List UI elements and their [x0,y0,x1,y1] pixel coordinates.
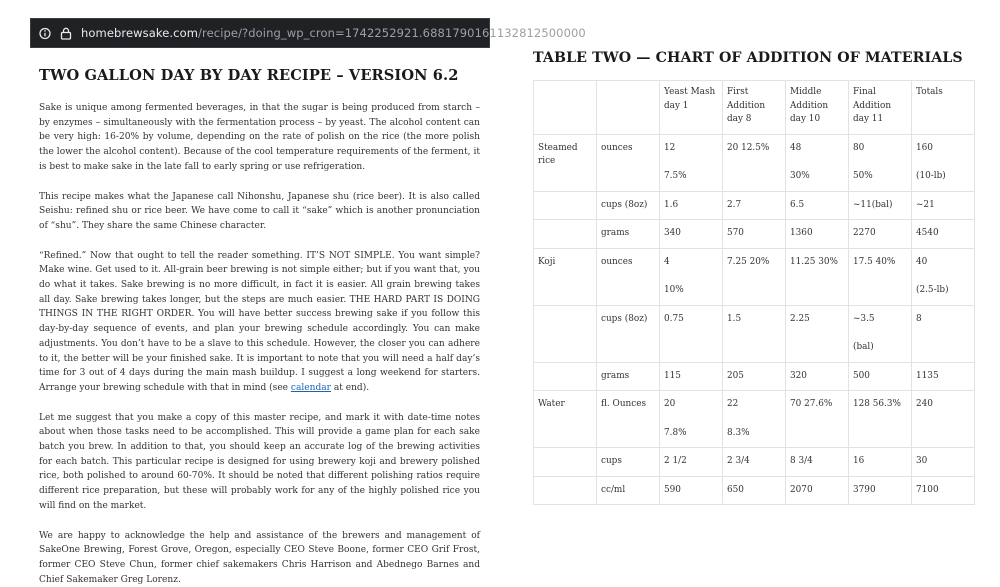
cell-value: 1.5 [727,313,742,324]
table-body [534,134,975,505]
value-cell [660,305,723,362]
column-header: Yeast Mash day 1 [660,81,723,135]
materials-table [533,80,975,505]
cell-value: 500 [853,370,870,381]
unit-cell: cups [597,448,660,477]
cell-value: 320 [790,370,807,381]
cell-value: 6.5 [790,199,805,210]
cell-value: 570 [727,228,744,238]
cell-value: 160 [916,142,933,153]
value-cell [849,362,912,391]
cell-value: ~3.5 [853,313,875,324]
table-row [534,248,975,305]
column-header [534,81,597,135]
cell-value: 11.25 30% [790,256,838,267]
table-header-row [534,81,975,135]
value-cell [849,391,912,448]
value-cell [849,448,912,477]
cell-value: ~21 [916,199,935,210]
value-cell [660,362,723,391]
cell-value: 12 [664,142,676,153]
cell-value: 128 56.3% [853,399,901,409]
value-cell [786,134,849,191]
cell-value: (10-lb) [916,171,946,181]
value-cell [723,448,786,477]
value-cell [912,248,975,305]
value-cell [912,220,975,249]
value-cell [660,191,723,220]
material-cell [534,362,597,391]
value-cell [723,362,786,391]
unit-cell: grams [597,220,660,249]
value-cell [912,362,975,391]
cell-value: 3790 [853,484,876,495]
value-cell [849,305,912,362]
paragraph-nihonshu: This recipe makes what the Japanese call Nihonshu, Japanese shu (rice beer). It is also called Seishu: refined shu or rice beer. We have come to call it “sake” which is another pronunciation of “shu”. They share the same Chinese character. [39,191,480,231]
cell-value: 7.25 20% [727,256,770,267]
value-cell [660,476,723,505]
site-info-icon[interactable] [39,27,51,40]
cell-value: 2.25 [790,313,810,324]
table-row [534,391,975,448]
material-cell [534,476,597,505]
cell-value: 22 [727,399,739,409]
value-cell [786,362,849,391]
cell-value: 8.3% [727,427,750,438]
paragraph-refined [39,249,480,396]
cell-value: 10% [664,285,684,295]
cell-value: 115 [664,370,681,381]
cell-value: ~11(bal) [853,199,893,210]
cell-value: 2 1/2 [664,456,687,466]
value-cell [849,476,912,505]
value-cell [723,476,786,505]
cell-value: 590 [664,484,681,495]
table-title: TABLE TWO — CHART OF ADDITION OF MATERIALS [533,50,963,66]
cell-value: 70 27.6% [790,399,833,409]
value-cell [786,448,849,477]
value-cell [786,305,849,362]
table-row [534,305,975,362]
cell-value: 20 [664,399,676,409]
value-cell [786,248,849,305]
value-cell [849,134,912,191]
value-cell [723,134,786,191]
url-host: homebrewsake.com [81,26,199,40]
cell-value: 1.6 [664,199,679,210]
cell-value: 30 [916,456,928,466]
material-cell [534,448,597,477]
cell-value: 4 [664,256,670,267]
cell-value: 40 [916,256,928,267]
cell-value: 240 [916,399,933,409]
cell-value: 205 [727,370,744,381]
column-header [597,81,660,135]
value-cell [660,448,723,477]
url-text[interactable] [81,26,586,40]
lock-icon [60,27,72,40]
value-cell [723,220,786,249]
value-cell [849,191,912,220]
cell-value: 80 [853,142,865,153]
value-cell [723,305,786,362]
value-cell [849,220,912,249]
cell-value: 2 3/4 [727,456,750,466]
url-path: /recipe/?doing_wp_cron=1742252921.6881790161132812500000 [198,26,586,40]
unit-cell: ounces [597,134,660,191]
cell-value: 0.75 [664,313,684,324]
value-cell [660,134,723,191]
unit-cell: ounces [597,248,660,305]
table-row [534,448,975,477]
table-pane [533,50,975,559]
article-body [39,101,480,587]
unit-cell: fl. Ounces [597,391,660,448]
value-cell [723,248,786,305]
cell-value: 7.8% [664,427,687,438]
cell-value: 340 [664,228,681,238]
address-bar[interactable] [30,18,586,48]
cell-value: (bal) [853,342,874,352]
column-header: Middle Addition day 10 [786,81,849,135]
cell-value: 2.7 [727,199,742,210]
value-cell [912,191,975,220]
cell-value: (2.5-lb) [916,285,949,295]
cell-value: 650 [727,484,744,495]
unit-cell: cups (8oz) [597,191,660,220]
paragraph-acknowledgement: We are happy to acknowledge the help and assistance of the brewers and management of SakeOne Brewing, Forest Grove, Oregon, especially CEO Steve Boone, former CEO Grif Frost, former CEO Steve Chun, former chief sakemakers Chris Harrison and Abednego Barnes and Chief Sakemaker Greg Lorenz. [39,530,480,585]
calendar-link[interactable]: calendar [290,382,331,393]
value-cell [912,134,975,191]
value-cell [912,391,975,448]
paragraph-master-recipe: Let me suggest that you make a copy of this master recipe, and mark it with date-time notes about when those tasks need to be accomplished. This will provide a game plan for each sake batch you brew. In addition to that, you should keep an accurate log of the brewing activities for each batch. This particular recipe is designed for using brewery koji and brewery polished rice, both polished to around 60-70%. It should be noted that different polishing ratios require different rice preparation, but these will probably work for any of the highly polished rice you will find on the market. [39,412,480,511]
material-cell [534,191,597,220]
cell-value: 8 3/4 [790,456,813,466]
table-row [534,476,975,505]
paragraph-text: “Refined.” Now that ought to tell the reader something. IT’S NOT SIMPLE. You want simple? Make wine. Get used to it. All-grain beer brewing is not simple either; but if you want that, you do what it takes. Sake brewing is no more difficult, in fact it is easier. All grain brewing takes all day. Sake brewing takes longer, but the steps are much easier. THE HARD PART IS DOING THINGS IN THE RIGHT ORDER. You will have better success brewing sake if you follow this day-by-day sequence of events, and plan your brewing schedule accordingly. You can make adjustments. You don’t have to be a slave to this schedule. However, the closer you can adhere to it, the better will be your finished sake. It is important to note that you will need a half day’s time for 3 out of 4 days during the main mash buildup. I suggest a long weekend for starters. Arrange your brewing schedule with that in mind (see [39,250,480,393]
value-cell [786,476,849,505]
value-cell [660,220,723,249]
column-header: Final Addition day 11 [849,81,912,135]
unit-cell: cups (8oz) [597,305,660,362]
cell-value: 17.5 40% [853,256,896,267]
material-cell: Koji [534,248,597,305]
cell-value: 20 12.5% [727,142,770,153]
material-cell [534,305,597,362]
column-header: First Addition day 8 [723,81,786,135]
page-title: TWO GALLON DAY BY DAY RECIPE – VERSION 6.2 [39,67,459,84]
value-cell [660,248,723,305]
material-cell: Water [534,391,597,448]
cell-value: 2070 [790,484,813,495]
cell-value: 30% [790,171,810,181]
value-cell [786,191,849,220]
value-cell [912,305,975,362]
cell-value: 7100 [916,484,939,495]
cell-value: 50% [853,171,873,181]
cell-value: 1360 [790,228,813,238]
value-cell [786,220,849,249]
cell-value: 16 [853,456,865,466]
cell-value: 48 [790,142,802,153]
cell-value: 7.5% [664,171,687,181]
value-cell [660,391,723,448]
value-cell [723,191,786,220]
paragraph-text: at end). [330,382,370,393]
value-cell [723,391,786,448]
material-cell: Steamed rice [534,134,597,191]
cell-value: 1135 [916,370,939,381]
material-cell [534,220,597,249]
unit-cell: cc/ml [597,476,660,505]
cell-value: 2270 [853,228,876,238]
cell-value: 4540 [916,228,939,238]
table-row [534,220,975,249]
table-row [534,134,975,191]
paragraph-intro: Sake is unique among fermented beverages, in that the sugar is being produced from starch – by enzymes – simultaneously with the fermentation process – by yeast. The alcohol content can be very high: 16-20% by volume, depending on the rate of polish on the rice (the more polish the lower the alcohol content). Because of the cool temperature requirements of the ferment, it is best to make sake in the late fall to early spring or use refrigeration. [39,103,480,172]
table-row [534,362,975,391]
value-cell [849,248,912,305]
value-cell [912,476,975,505]
value-cell [786,391,849,448]
unit-cell: grams [597,362,660,391]
value-cell [912,448,975,477]
table-row [534,191,975,220]
cell-value: 8 [916,313,922,324]
column-header: Totals [912,81,975,135]
